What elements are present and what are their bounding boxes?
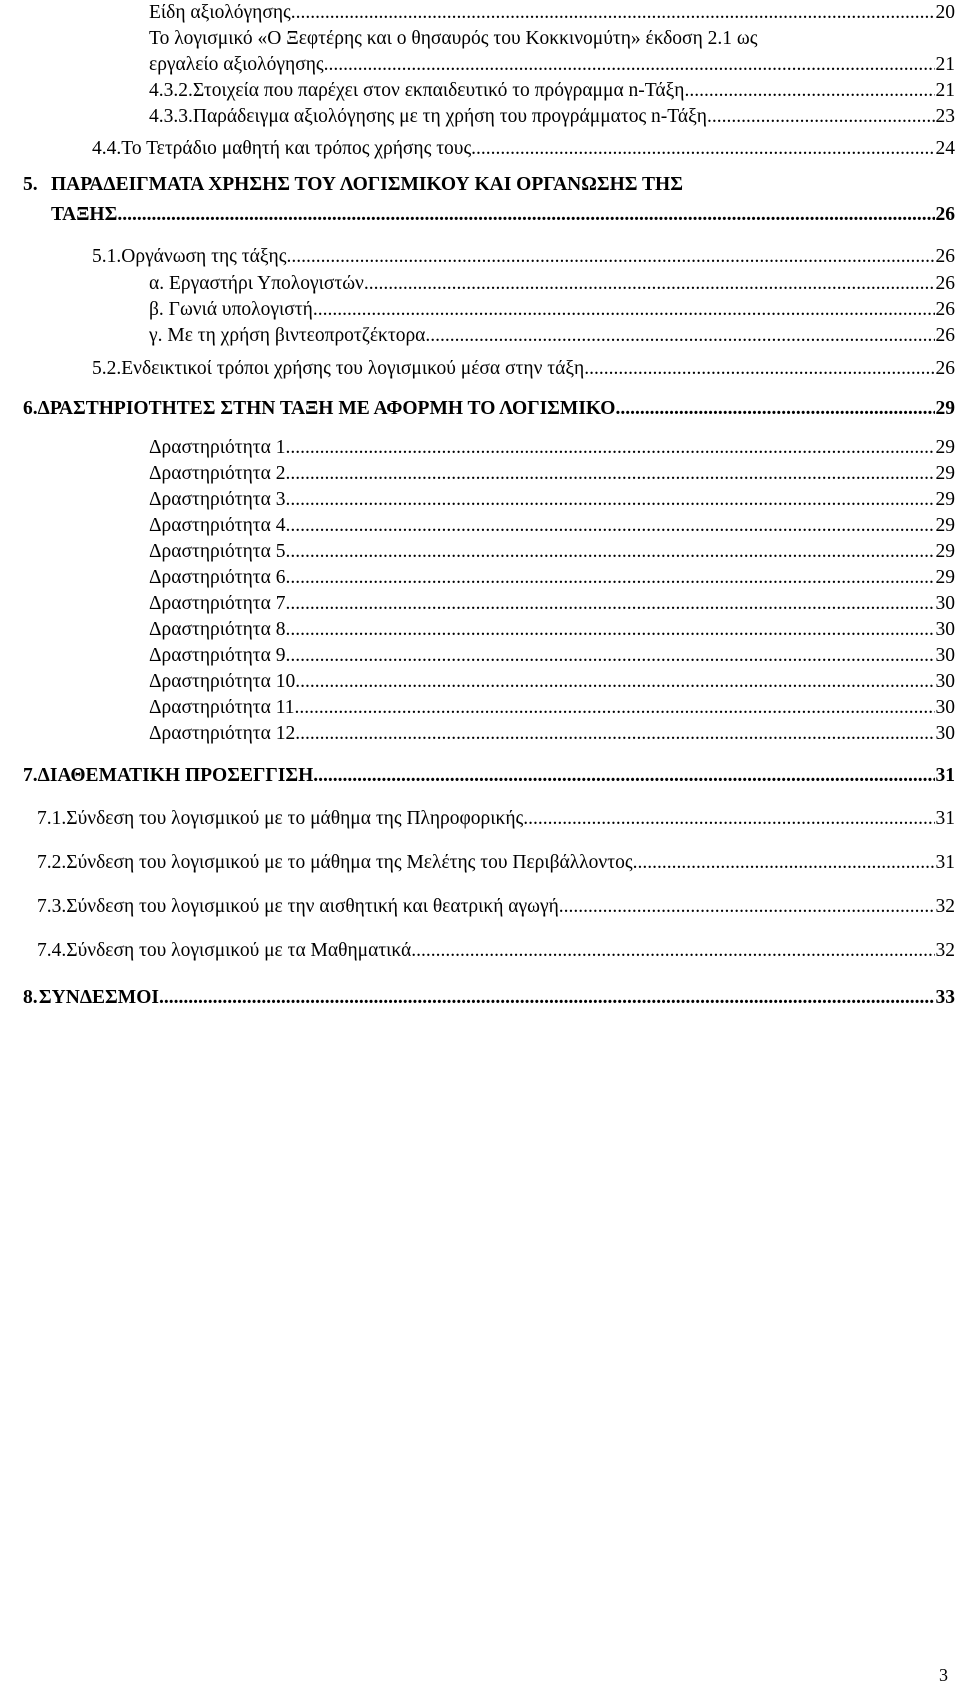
toc-entry-text: Σύνδεση του λογισμικού με την αισθητική και θεατρική αγωγή: [66, 896, 559, 917]
toc-entry-page: 32: [935, 896, 955, 917]
toc-entry-number: 5.2.: [92, 358, 122, 379]
toc-entry-text: Ενδεικτικοί τρόποι χρήσης του λογισμικού μέσα στην τάξη: [121, 358, 585, 379]
toc-leader: [285, 515, 934, 537]
toc-entry-text: ΔΙΑΘΕΜΑΤΙΚΗ ΠΡΟΣΕΓΓΙΣΗ: [37, 765, 314, 786]
toc-entry[interactable]: [149, 567, 955, 593]
toc-entry[interactable]: [149, 723, 955, 749]
toc-entry-text: Δραστηριότητα 8: [149, 619, 286, 640]
toc-entry[interactable]: [149, 106, 955, 132]
toc-entry-page: 24: [935, 138, 955, 159]
toc-entry-page: 26: [935, 358, 955, 379]
toc-entry[interactable]: [149, 325, 955, 351]
toc-entry-page: 30: [935, 619, 955, 640]
toc-entry[interactable]: [23, 398, 955, 424]
toc-entry-page: 29: [935, 541, 955, 562]
page-number: 3: [939, 1665, 948, 1685]
toc-entry-page: 30: [935, 671, 955, 692]
toc-leader: [285, 489, 934, 511]
toc-entry-number: 7.2.: [37, 852, 67, 873]
toc-leader: [584, 358, 934, 380]
toc-entry-text: ΣΥΝΔΕΣΜΟΙ: [38, 987, 159, 1008]
toc-leader: [295, 671, 934, 693]
toc-entry-number: 4.4.: [92, 138, 122, 159]
toc-entry-number: 6.: [23, 398, 38, 419]
toc-leader: [471, 138, 934, 160]
toc-entry-text: α. Εργαστήρι Υπολογιστών: [149, 273, 364, 294]
toc-entry-page: 20: [935, 2, 955, 23]
toc-entry[interactable]: [149, 273, 955, 299]
toc-entry-text: εργαλείο αξιολόγησης: [149, 54, 324, 75]
toc-leader: [523, 808, 934, 830]
toc-leader: [707, 106, 935, 128]
toc-entry[interactable]: [37, 852, 955, 878]
toc-leader: [285, 437, 934, 459]
toc-entry-page: 23: [935, 106, 955, 127]
toc-entry-text: Σύνδεση του λογισμικού με το μάθημα της Πληροφορικής: [66, 808, 524, 829]
toc-entry-page: 30: [935, 697, 955, 718]
toc-entry-text: Δραστηριότητα 5: [149, 541, 286, 562]
toc-entry-text: Δραστηριότητα 7: [149, 593, 286, 614]
toc-entry[interactable]: [37, 808, 955, 834]
toc-entry[interactable]: [23, 765, 955, 791]
toc-entry-text: Δραστηριότητα 6: [149, 567, 286, 588]
toc-entry-page: 29: [935, 463, 955, 484]
toc-entry-page: 32: [935, 940, 955, 961]
toc-entry[interactable]: [149, 463, 955, 489]
toc-entry-text: β. Γωνιά υπολογιστή: [149, 299, 313, 320]
toc-leader: [285, 567, 934, 589]
toc-entry-line1[interactable]: [0, 174, 960, 200]
toc-entry[interactable]: [149, 645, 955, 671]
toc-leader: [633, 852, 935, 874]
toc-leader: [286, 246, 934, 268]
toc-leader: [285, 541, 934, 563]
toc-entry[interactable]: [149, 697, 955, 723]
toc-entry[interactable]: [149, 619, 955, 645]
toc-leader: [324, 54, 935, 76]
toc-entry[interactable]: [149, 541, 955, 567]
toc-entry[interactable]: [149, 299, 955, 325]
toc-entry-page: 26: [935, 299, 955, 320]
toc-entry-number: 5.1.: [92, 246, 122, 267]
toc-entry-page: 30: [935, 593, 955, 614]
toc-entry-number: 8.: [23, 987, 38, 1008]
toc-leader: [295, 723, 934, 745]
toc-leader: [559, 896, 935, 918]
toc-entry[interactable]: [92, 246, 955, 272]
toc-entry[interactable]: [37, 940, 955, 966]
toc-entry-page: 29: [935, 567, 955, 588]
toc-entry[interactable]: [92, 138, 955, 164]
toc-entry[interactable]: [92, 358, 955, 384]
toc-leader: [425, 325, 934, 347]
toc-entry[interactable]: [149, 2, 955, 28]
toc-leader: [684, 80, 934, 102]
toc-entry-page: 29: [935, 398, 955, 419]
toc-leader: [313, 299, 935, 321]
toc-entry-page: 33: [935, 987, 955, 1008]
toc-entry-text: Δραστηριότητα 3: [149, 489, 286, 510]
toc-entry[interactable]: [149, 80, 955, 106]
toc-entry[interactable]: [51, 204, 955, 230]
toc-entry-text: Δραστηριότητα 12: [149, 723, 296, 744]
toc-entry-page: 30: [935, 645, 955, 666]
toc-entry[interactable]: [23, 987, 955, 1013]
toc-entry-number: 7.: [23, 765, 38, 786]
toc-entry-page: 29: [935, 489, 955, 510]
toc-leader: [117, 204, 934, 226]
toc-entry-number: 4.3.3.: [149, 106, 193, 127]
toc-entry-text: Δραστηριότητα 4: [149, 515, 286, 536]
toc-entry-text: Είδη αξιολόγησης: [149, 2, 291, 23]
toc-entry[interactable]: [37, 896, 955, 922]
toc-entry-page: 26: [935, 273, 955, 294]
toc-entry-text: Δραστηριότητα 11: [149, 697, 295, 718]
toc-entry[interactable]: [149, 671, 955, 697]
toc-entry-text: Δραστηριότητα 1: [149, 437, 286, 458]
toc-entry-text: ΔΡΑΣΤΗΡΙΟΤΗΤΕΣ ΣΤΗΝ ΤΑΞΗ ΜΕ ΑΦΟΡΜΗ ΤΟ ΛΟΓΙΣΜΙΚΟ: [37, 398, 616, 419]
toc-leader: [295, 697, 935, 719]
toc-entry-text: ΤΑΞΗΣ: [51, 204, 118, 225]
toc-leader: [285, 463, 934, 485]
toc-entry-page: 29: [935, 515, 955, 536]
toc-entry-page: 30: [935, 723, 955, 744]
toc-entry-page: 31: [935, 808, 955, 829]
toc-entry-number: 4.3.2.: [149, 80, 193, 101]
toc-entry-text: Το Τετράδιο μαθητή και τρόπος χρήσης τους: [121, 138, 472, 159]
toc-entry-page: 26: [935, 246, 955, 267]
toc-leader: [285, 593, 934, 615]
toc-leader: [285, 619, 934, 641]
toc-entry[interactable]: [149, 489, 955, 515]
toc-entry-text: ΠΑΡΑΔΕΙΓΜΑΤΑ ΧΡΗΣΗΣ ΤΟΥ ΛΟΓΙΣΜΙΚΟΥ ΚΑΙ ΟΡΓΑΝΩΣΗΣ ΤΗΣ: [51, 174, 683, 195]
toc-leader: [411, 940, 934, 962]
toc-entry[interactable]: [149, 593, 955, 619]
toc-leader: [159, 987, 935, 1009]
toc-leader: [615, 398, 934, 420]
toc-entry-text: Δραστηριότητα 10: [149, 671, 296, 692]
toc-entry[interactable]: [149, 54, 955, 80]
toc-entry-page: 21: [935, 54, 955, 75]
toc-entry-page: 31: [935, 765, 955, 786]
toc-entry-text: Οργάνωση της τάξης: [121, 246, 287, 267]
toc-entry-page: 31: [935, 852, 955, 873]
toc-entry[interactable]: [149, 437, 955, 463]
toc-entry-page: 26: [935, 325, 955, 346]
toc-leader: [291, 2, 935, 24]
toc-entry-page: 21: [935, 80, 955, 101]
toc-entry-text: γ. Με τη χρήση βιντεοπροτζέκτορα: [149, 325, 426, 346]
toc-entry-page: 26: [935, 204, 955, 225]
toc-entry-number: 5.: [23, 174, 38, 195]
toc-entry-text: Παράδειγμα αξιολόγησης με τη χρήση του προγράμματος n-Τάξη: [192, 106, 707, 127]
toc-leader: [313, 765, 934, 787]
toc-entry-text: Σύνδεση του λογισμικού με τα Μαθηματικά: [66, 940, 412, 961]
toc-entry-text: Δραστηριότητα 2: [149, 463, 286, 484]
toc-entry-text: Σύνδεση του λογισμικού με το μάθημα της Μελέτης του Περιβάλλοντος: [66, 852, 633, 873]
toc-entry-text-line1[interactable]: Το λογισμικό «Ο Ξεφτέρης και ο θησαυρός του Κοκκινομύτη» έκδοση 2.1 ως: [149, 28, 758, 49]
toc-entry-text: Δραστηριότητα 9: [149, 645, 286, 666]
toc-entry-text: Στοιχεία που παρέχει στον εκπαιδευτικό το πρόγραμμα n-Τάξη: [192, 80, 685, 101]
toc-leader: [285, 645, 934, 667]
toc-entry-page: 29: [935, 437, 955, 458]
toc-entry-number: 7.3.: [37, 896, 67, 917]
toc-leader: [364, 273, 935, 295]
toc-entry[interactable]: [149, 515, 955, 541]
toc-entry-number: 7.4.: [37, 940, 67, 961]
toc-entry-number: 7.1.: [37, 808, 67, 829]
